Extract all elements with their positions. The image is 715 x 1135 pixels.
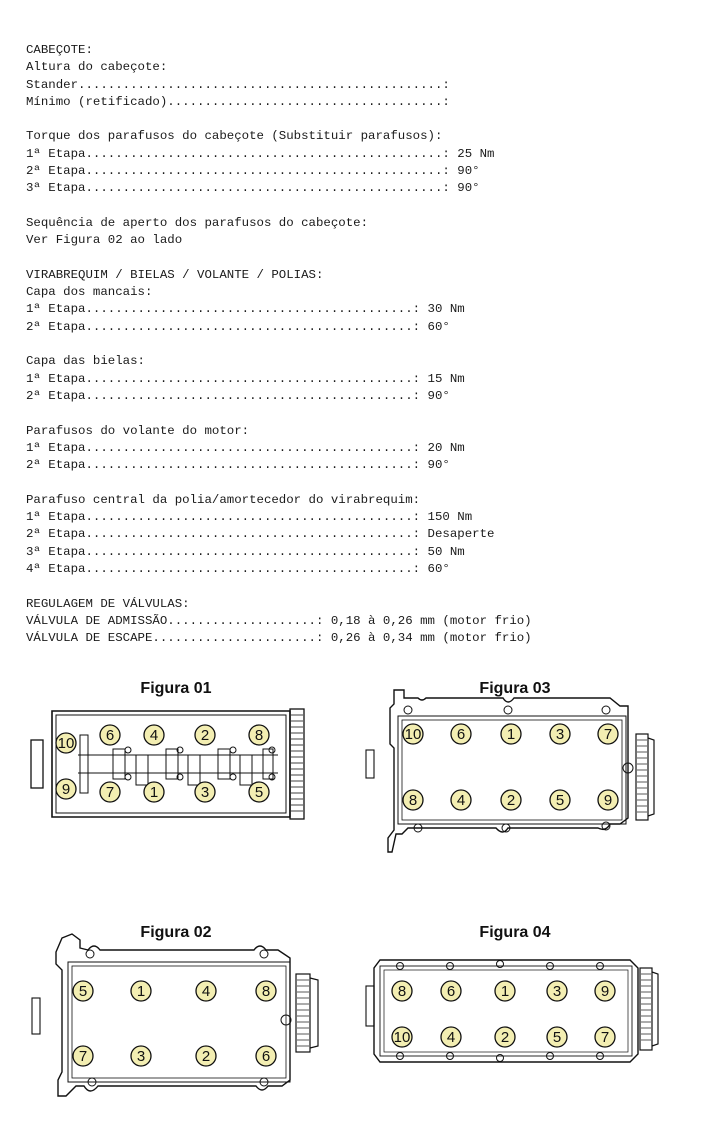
bolt-number: 1 (506, 726, 516, 743)
spec-line: Altura do cabeçote: (26, 60, 168, 75)
bolt-number: 7 (600, 1029, 610, 1046)
blank-line (26, 474, 532, 491)
spec-line: 1ª Etapa................................................: 25 Nm (26, 146, 495, 161)
bolt-number: 8 (397, 983, 407, 1000)
spec-line: 2ª Etapa................................................: 90° (26, 164, 480, 179)
bolt-number: 3 (552, 983, 562, 1000)
spec-line: 4ª Etapa............................................: 60° (26, 561, 450, 576)
bolt-number: 7 (603, 726, 613, 743)
bolt-number: 1 (500, 983, 510, 1000)
bolt-number: 8 (408, 792, 418, 809)
bolt-number: 5 (555, 792, 565, 809)
bolt-number: 9 (600, 983, 610, 1000)
bolt-number: 2 (200, 727, 210, 744)
bolt-number: 6 (456, 726, 466, 743)
bolt-number: 6 (261, 1048, 271, 1065)
spec-line: Mínimo (retificado).....................................: (26, 94, 450, 109)
spec-line: Sequência de aperto dos parafusos do cabeçote: (26, 215, 369, 230)
spec-line: Capa dos mancais: (26, 285, 153, 300)
bolt-number: 4 (446, 1029, 456, 1046)
spec-line: 1ª Etapa............................................: 20 Nm (26, 440, 465, 455)
figure-03-title: Figura 03 (479, 680, 551, 697)
bolt-number: 7 (105, 784, 115, 801)
bolt-number: 6 (446, 983, 456, 1000)
spec-line: Stander.................................................: (26, 77, 450, 92)
blank-line (26, 250, 532, 267)
bolt-number: 7 (78, 1048, 88, 1065)
spec-line: 2ª Etapa............................................: 90° (26, 458, 450, 473)
spec-line: 2ª Etapa............................................: Desaperte (26, 527, 495, 542)
bolt-number: 6 (105, 727, 115, 744)
bolt-number: 1 (149, 784, 159, 801)
figure-03-diagram (358, 688, 668, 856)
bolt-number: 8 (261, 983, 271, 1000)
blank-line (26, 578, 532, 595)
bolt-number: 5 (552, 1029, 562, 1046)
spec-line: 1ª Etapa............................................: 30 Nm (26, 302, 465, 317)
bolt-number: 1 (136, 983, 146, 1000)
spec-line: Parafuso central da polia/amortecedor do virabrequim: (26, 492, 421, 507)
spec-line: VIRABREQUIM / BIELAS / VOLANTE / POLIAS: (26, 267, 324, 282)
bolt-number: 8 (254, 727, 264, 744)
figure-04-diagram (360, 950, 670, 1070)
bolt-number: 4 (201, 983, 211, 1000)
bolt-number: 10 (57, 735, 75, 752)
spec-line: 2ª Etapa............................................: 90° (26, 388, 450, 403)
blank-line (26, 111, 532, 128)
bolt-number: 5 (254, 784, 264, 801)
bolt-number: 10 (393, 1029, 411, 1046)
bolt-number: 3 (200, 784, 210, 801)
spec-line: 3ª Etapa................................................: 90° (26, 181, 480, 196)
blank-line (26, 336, 532, 353)
figure-02-title: Figura 02 (140, 924, 212, 941)
figure-01-title: Figura 01 (140, 680, 212, 697)
spec-line: 1ª Etapa............................................: 15 Nm (26, 371, 465, 386)
bolt-number: 9 (603, 792, 613, 809)
spec-line: REGULAGEM DE VÁLVULAS: (26, 596, 190, 611)
blank-line (26, 198, 532, 215)
bolt-number: 2 (500, 1029, 510, 1046)
specifications-text (26, 42, 532, 647)
figure-01-diagram (28, 705, 318, 823)
spec-line: 1ª Etapa............................................: 150 Nm (26, 510, 473, 525)
spec-line: 3ª Etapa............................................: 50 Nm (26, 544, 465, 559)
bolt-number: 5 (78, 983, 88, 1000)
spec-line: VÁLVULA DE ESCAPE......................: 0,26 à 0,34 mm (motor frio) (26, 631, 532, 646)
bolt-number: 10 (404, 726, 422, 743)
bolt-number: 3 (136, 1048, 146, 1065)
bolt-number: 4 (456, 792, 466, 809)
spec-line: Ver Figura 02 ao lado (26, 233, 183, 248)
bolt-number: 3 (555, 726, 565, 743)
figure-02-diagram (28, 930, 328, 1110)
spec-line: Parafusos do volante do motor: (26, 423, 250, 438)
bolt-number: 9 (61, 781, 71, 798)
bolt-number: 2 (201, 1048, 211, 1065)
spec-line: Capa das bielas: (26, 354, 145, 369)
figure-04-title: Figura 04 (479, 924, 551, 941)
spec-line: Torque dos parafusos do cabeçote (Substituir parafusos): (26, 129, 443, 144)
blank-line (26, 405, 532, 422)
bolt-number: 4 (149, 727, 159, 744)
spec-line: VÁLVULA DE ADMISSÃO....................: 0,18 à 0,26 mm (motor frio) (26, 613, 532, 628)
spec-line: 2ª Etapa............................................: 60° (26, 319, 450, 334)
spec-line: CABEÇOTE: (26, 43, 93, 57)
bolt-number: 2 (506, 792, 516, 809)
